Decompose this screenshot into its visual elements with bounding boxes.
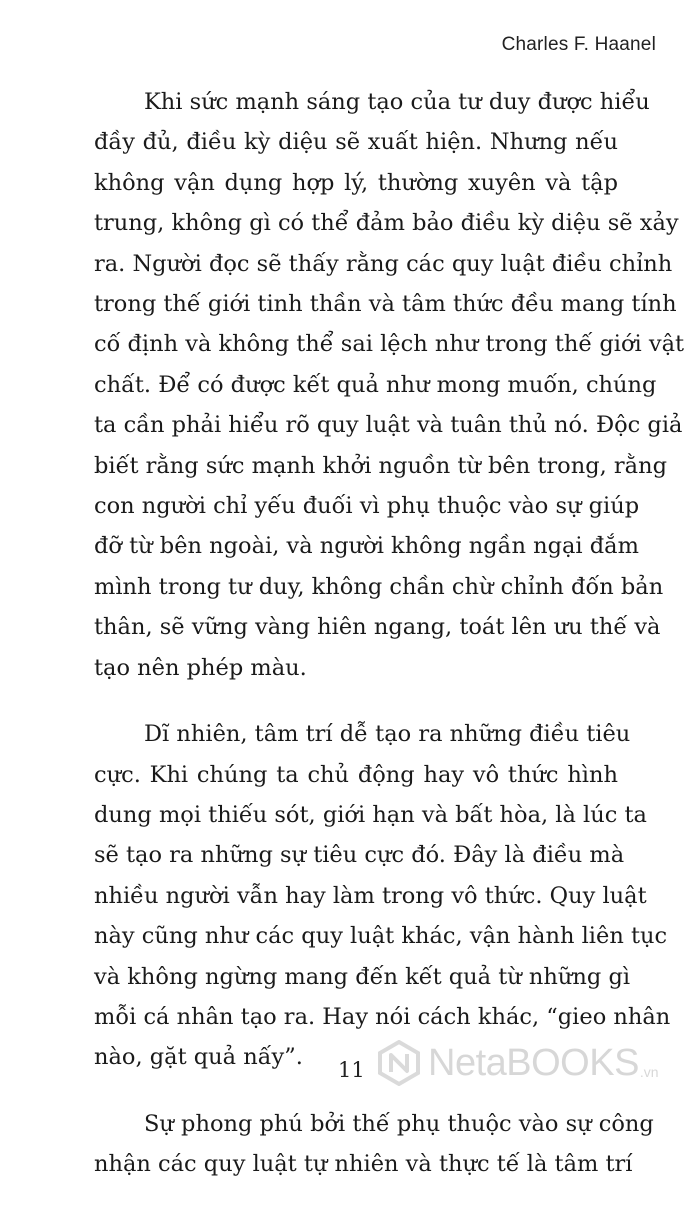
running-header-author: Charles F. Haanel [501,34,656,55]
text-line: Sự phong phú bởi thế phụ thuộc vào sự công [144,1110,654,1137]
text-line: trung, không gì có thể đảm bảo điều kỳ diệu sẽ xảy [94,210,679,237]
text-line: mình trong tư duy, không chần chừ chỉnh đốn bản [94,573,664,600]
text-line: không vận dụng hợp lý, thường xuyên và tập [94,169,618,196]
watermark [376,1040,659,1086]
text-line: biết rằng sức mạnh khởi nguồn từ bên trong, rằng [94,452,667,479]
text-line: cố định và không thể sai lệch như trong thế giới vật [94,331,685,358]
text-line: ta cần phải hiểu rõ quy luật và tuân thủ nó. Độc giả [94,412,683,439]
text-line: chất. Để có được kết quả như mong muốn, chúng [94,371,657,398]
paragraph-3 [94,1104,654,1185]
text-line: Khi sức mạnh sáng tạo của tư duy được hiểu [144,89,650,115]
text-line: nào, gặt quả nấy”. [94,1044,303,1071]
text-line: nhận các quy luật tự nhiên và thực tế là tâm trí [94,1151,633,1178]
watermark-brand: NetaBOOKS [428,1041,639,1084]
text-line: đầy đủ, điều kỳ diệu sẽ xuất hiện. Nhưng nếu [94,129,618,156]
text-line: nhiều người vẫn hay làm trong vô thức. Quy luật [94,882,647,909]
text-line: tạo nên phép màu. [94,654,307,681]
text-line: cực. Khi chúng ta chủ động hay vô thức hình [94,761,618,788]
paragraph-1 [94,82,685,688]
text-line: mỗi cá nhân tạo ra. Hay nói cách khác, “gieo nhân [94,1003,671,1030]
text-line: này cũng như các quy luật khác, vận hành liên tục [94,923,668,950]
text-line: dung mọi thiếu sót, giới hạn và bất hòa, là lúc ta [94,801,647,828]
text-line: và không ngừng mang đến kết quả từ những gì [94,963,631,990]
text-line: thân, sẽ vững vàng hiên ngang, toát lên ưu thế và [94,614,661,641]
text-line: trong thế giới tinh thần và tâm thức đều mang tính [94,291,677,318]
text-line: đỡ từ bên ngoài, và người không ngần ngại đắm [94,533,639,560]
text-line: con người chỉ yếu đuối vì phụ thuộc vào sự giúp [94,493,640,520]
netabooks-logo-icon [376,1040,422,1086]
page-number: 11 [338,1058,365,1082]
text-line: Dĩ nhiên, tâm trí dễ tạo ra những điều tiêu [144,721,631,748]
watermark-suffix: .vn [639,1064,659,1080]
text-line: ra. Người đọc sẽ thấy rằng các quy luật điều chỉnh [94,250,673,277]
text-line: sẽ tạo ra những sự tiêu cực đó. Đây là điều mà [94,842,625,869]
